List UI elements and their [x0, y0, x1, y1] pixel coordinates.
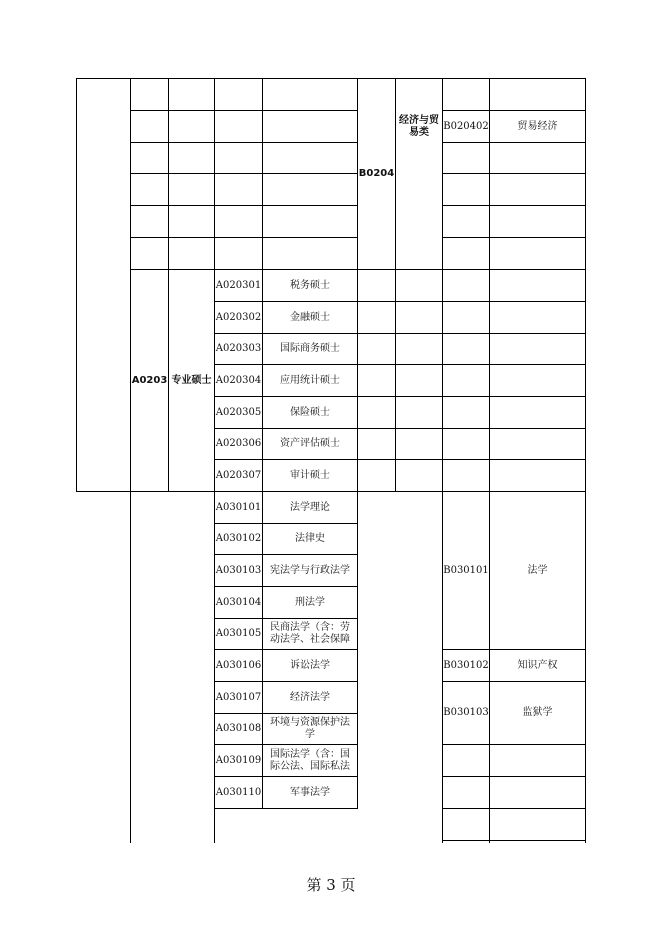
econ-group-name: 经济与贸 易类 [399, 114, 439, 138]
law-major-name: 法学理论 [290, 501, 330, 513]
law-major-name: 军事法学 [290, 786, 330, 798]
grid-line-horizontal [357, 459, 586, 460]
grid-line-vertical [357, 269, 358, 809]
law-major-code: A030104 [215, 596, 262, 608]
prof-master-name: 审计硕士 [290, 469, 330, 481]
prof-master-name: 税务硕士 [290, 279, 330, 291]
law-major-code: A030107 [215, 691, 262, 703]
prof-master-name: 保险硕士 [290, 406, 330, 418]
law-major-code: A030105 [215, 628, 262, 639]
law-major-code: A030110 [215, 786, 262, 798]
law-major-code: A030103 [215, 564, 262, 576]
grid-line-horizontal [130, 173, 358, 174]
law-bachelor-code: B030103 [443, 707, 489, 718]
grid-line-horizontal [442, 205, 586, 206]
law-major-code: A030101 [215, 501, 262, 513]
law-major-name: 宪法学与行政法学 [270, 564, 350, 576]
law-major-name: 民商法学（含：劳 动法学、社会保障 [270, 622, 350, 645]
grid-line-horizontal [442, 840, 586, 841]
econ-bachelor-name: 贸易经济 [517, 120, 558, 132]
grid-line-horizontal [76, 78, 586, 79]
law-bachelor-code: B030101 [443, 564, 489, 576]
grid-line-vertical [585, 78, 586, 843]
prof-master-code: A020306 [215, 438, 262, 449]
grid-line-horizontal [357, 301, 586, 302]
prof-master-name: 应用统计硕士 [280, 374, 340, 386]
prof-master-name: 资产评估硕士 [280, 438, 340, 449]
econ-bachelor-code: B020402 [443, 120, 489, 132]
grid-line-horizontal [130, 205, 358, 206]
grid-line-horizontal [442, 808, 586, 809]
prof-master-name: 国际商务硕士 [280, 343, 340, 354]
grid-line-horizontal [442, 142, 586, 143]
grid-line-horizontal [357, 364, 586, 365]
law-bachelor-code: B030102 [443, 659, 489, 671]
law-major-code: A030109 [215, 754, 262, 766]
law-bachelor-name: 监狱学 [522, 707, 553, 718]
grid-line-horizontal [357, 333, 586, 334]
prof-master-code: A020304 [215, 374, 262, 386]
law-bachelor-name: 法学 [527, 564, 548, 576]
prof-master-group-code: A0203 [131, 374, 168, 386]
page-number: 第 3 页 [306, 876, 356, 894]
grid-line-horizontal [442, 744, 586, 745]
prof-master-group-name: 专业硕士 [171, 374, 212, 386]
law-major-name: 法律史 [295, 533, 325, 544]
grid-line-horizontal [442, 173, 586, 174]
grid-line-horizontal [214, 808, 358, 809]
grid-line-vertical [76, 78, 77, 492]
grid-line-horizontal [357, 396, 586, 397]
econ-group-code: B0204 [358, 168, 395, 179]
grid-line-horizontal [130, 110, 358, 111]
grid-line-horizontal [357, 428, 586, 429]
law-major-code: A030102 [215, 533, 262, 544]
law-major-code: A030106 [215, 659, 262, 671]
prof-master-code: A020307 [215, 469, 262, 481]
prof-master-name: 金融硕士 [290, 311, 330, 323]
law-major-code: A030108 [215, 723, 262, 734]
law-major-name: 经济法学 [290, 691, 330, 703]
grid-line-vertical [262, 78, 263, 270]
law-major-name: 国际法学（含：国 际公法、国际私法 [270, 748, 350, 772]
law-major-name: 环境与资源保护法 学 [270, 717, 350, 740]
grid-line-vertical [168, 78, 169, 270]
law-major-name: 刑法学 [295, 596, 325, 608]
prof-master-code: A020302 [215, 311, 262, 323]
grid-line-horizontal [130, 142, 358, 143]
prof-master-code: A020303 [215, 343, 262, 354]
grid-line-horizontal [442, 776, 586, 777]
grid-line-horizontal [130, 237, 358, 238]
grid-line-vertical [214, 78, 215, 270]
grid-line-horizontal [442, 237, 586, 238]
prof-master-code: A020305 [215, 406, 262, 418]
law-major-name: 诉讼法学 [290, 659, 330, 671]
grid-line-horizontal [357, 269, 586, 270]
prof-master-code: A020301 [215, 279, 262, 291]
law-bachelor-name: 知识产权 [517, 659, 558, 671]
